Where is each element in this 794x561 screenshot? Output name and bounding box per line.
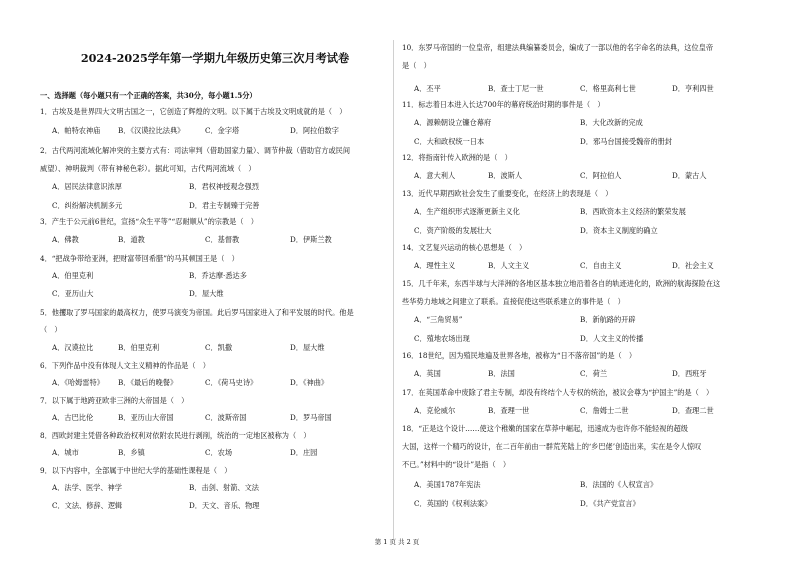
question-14: 14．文艺复兴运动的核心思想是（ ） (402, 243, 527, 252)
q12-option-d: D．蒙古人 (672, 171, 707, 180)
question-4: 4．“把战争带给亚洲，把财富带回希腊”的马其顿国王是（ ） (40, 254, 239, 263)
question-15-line-1: 15．几千年来，东西半球与大洋洲的各地区基本独立地沿着各自的轨迹进化的，欧洲的航海探险在这 (402, 279, 721, 288)
question-16: 16．18世纪，因为殖民地遍及世界各地，被称为“日不落帝国”的是（ ） (402, 351, 637, 360)
q6-option-b: B．《最后的晚餐》 (118, 378, 178, 387)
q7-option-a: A．古巴比伦 (52, 413, 94, 422)
q10-option-b: B．查士丁尼一世 (488, 84, 544, 93)
q9-option-b: B．击剑、射箭、文法 (189, 483, 259, 492)
question-8: 8．西欧封建主凭借各种政治权利对依附农民进行剥削，统治的一定地区被称为（ ） (40, 431, 311, 440)
question-6: 6．下列作品中没有体现人文主义精神的作品是（ ） (40, 361, 210, 370)
q3-option-a: A．佛教 (52, 235, 79, 244)
q15-option-c: C．殖地农场出现 (414, 334, 470, 343)
q16-option-b: B．法国 (488, 369, 515, 378)
question-9: 9．以下内容中，全部属于中世纪大学的基础性课程是（ ） (40, 466, 232, 475)
q2-option-d: D．君主专制臻于完善 (189, 201, 260, 210)
q5-option-d: D．屋大维 (290, 343, 325, 352)
question-13: 13．近代早期西欧社会发生了重要变化，在经济上的表现是（ ） (402, 189, 613, 198)
q16-option-a: A．英国 (414, 369, 441, 378)
q18-option-d: D．《共产党宣言》 (580, 499, 640, 508)
question-11: 11．标志着日本进入长达700年的幕府统治时期的事件是（ ） (402, 100, 605, 109)
q1-option-c: C．金字塔 (205, 126, 240, 135)
q4-option-d: D．屋大维 (189, 289, 224, 298)
q12-option-a: A．意大利人 (414, 171, 456, 180)
question-7: 7．以下属于地跨亚欧非三洲的大帝国是（ ） (40, 396, 189, 405)
section-heading: 一、选择题（每小题只有一个正确的答案，共30分，每小题1.5分） (40, 91, 257, 100)
question-18-line-1: 18．“正是这个设计……使这个稚嫩的国家在草莽中崛起，迅速成为也许你不能轻视的超级 (402, 424, 688, 433)
q17-option-b: B．查理一世 (488, 406, 530, 415)
question-1: 1．古埃及是世界四大文明古国之一，它创造了辉煌的文明。以下属于古埃及文明成就的是（ ） (40, 107, 347, 116)
q9-option-c: C．文法、修辞、逻辑 (52, 501, 123, 510)
q13-option-a: A．生产组织形式逐渐更新主义化 (414, 207, 520, 216)
q1-option-a: A．帕特农神庙 (52, 126, 101, 135)
q13-option-c: C．资产阶级的发展壮大 (414, 226, 492, 235)
q13-option-d: D．资本主义制度的确立 (580, 226, 658, 235)
question-2-line-2: 威望）、神明裁判（带有神秘色彩）。据此可知，古代两河流域（ ） (40, 164, 256, 173)
q8-option-d: D．庄园 (290, 448, 318, 457)
q12-option-c: C．阿拉伯人 (580, 171, 622, 180)
question-10-line-2: 是（ ） (402, 61, 431, 70)
q15-option-a: A．“三角贸易” (414, 315, 463, 324)
q14-option-c: C．自由主义 (580, 261, 622, 270)
q5-option-c: C．凯撒 (205, 343, 233, 352)
question-5-line-1: 5．他攫取了罗马国家的最高权力，使罗马演变为帝国。此后罗马国家进入了和平发展的时代。他是 (40, 308, 354, 317)
question-10-line-1: 10．东罗马帝国的一位皇帝，组建法典编纂委员会，编成了一部以他的名字命名的法典，这位皇帝 (402, 43, 714, 52)
q9-option-d: D．天文、音乐、物理 (189, 501, 260, 510)
q3-option-c: C．基督教 (205, 235, 240, 244)
q7-option-b: B．亚历山大帝国 (118, 413, 174, 422)
q6-option-c: C．《荷马史诗》 (205, 378, 258, 387)
q14-option-d: D．社会主义 (672, 261, 714, 270)
question-5-line-2: （ ） (40, 325, 62, 334)
q10-option-c: C．格里高利七世 (580, 84, 636, 93)
q11-option-b: B．大化改新的完成 (580, 118, 643, 127)
q1-option-b: B．《汉谟拉比法典》 (118, 126, 185, 135)
q11-option-a: A．源赖朝设立镰仓幕府 (414, 118, 492, 127)
q8-option-a: A．城市 (52, 448, 79, 457)
q10-option-a: A．丕平 (414, 84, 441, 93)
q14-option-b: B．人文主义 (488, 261, 530, 270)
question-3: 3．产生于公元前6世纪，宣扬“众生平等”“忍耐顺从”的宗教是（ ） (40, 217, 258, 226)
q4-option-a: A．伯里克利 (52, 271, 94, 280)
question-18-line-2: 大国，这样一个精巧的设计，在二百年前由一群荒芜陆上的‘乡巴佬’创造出来，实在是令人惊叹 (402, 442, 702, 451)
q15-option-d: D．人文主义的传播 (580, 334, 644, 343)
question-12: 12．将指南针传入欧洲的是（ ） (402, 153, 512, 162)
q6-option-a: A．《哈姆雷特》 (52, 378, 104, 387)
q2-option-c: C．纠纷解决机制多元 (52, 201, 123, 210)
q4-option-b: B．乔达摩·悉达多 (189, 271, 247, 280)
q8-option-c: C．农场 (205, 448, 233, 457)
q11-option-c: C．大和政权统一日本 (414, 137, 485, 146)
q2-option-b: B．君权神授观念强烈 (189, 182, 259, 191)
q3-option-d: D．伊斯兰教 (290, 235, 332, 244)
q16-option-c: C．荷兰 (580, 369, 608, 378)
q8-option-b: B．乡镇 (118, 448, 145, 457)
q17-option-d: D．查理二世 (672, 406, 714, 415)
q18-option-c: C．英国的《权利法案》 (414, 499, 492, 508)
q2-option-a: A．居民法律意识浓厚 (52, 182, 122, 191)
q18-option-a: A．美国1787年宪法 (414, 480, 481, 489)
question-2-line-1: 2．古代两河流域化解冲突的主要方式有：司法审判（借助国家力量）、调节仲裁（借助官方或民间 (40, 146, 351, 155)
q5-option-b: B．伯里克利 (118, 343, 160, 352)
question-17: 17．在英国革命中废除了君主专制，却没有终结个人专权的统治，被议会尊为“护国主”的是（ ） (402, 388, 714, 397)
column-divider (393, 40, 394, 540)
q10-option-d: D．亨利四世 (672, 84, 714, 93)
q12-option-b: B．波斯人 (488, 171, 523, 180)
q6-option-d: D．《神曲》 (290, 378, 329, 387)
q9-option-a: A．法学、医学、神学 (52, 483, 122, 492)
q13-option-b: B．西欧资本主义经济的繁荣发展 (580, 207, 686, 216)
q17-option-a: A．克伦威尔 (414, 406, 456, 415)
q15-option-b: B．新航路的开辟 (580, 315, 636, 324)
q1-option-d: D．阿拉伯数字 (290, 126, 339, 135)
q3-option-b: B．道教 (118, 235, 145, 244)
q11-option-d: D．邪马台国接受魏帝的册封 (580, 137, 673, 146)
q4-option-c: C．亚历山大 (52, 289, 94, 298)
q5-option-a: A．汉谟拉比 (52, 343, 94, 352)
page-footer: 第 1 页 共 2 页 (374, 538, 420, 546)
question-18-line-3: 不已。”材料中的“设计”是指（ ） (402, 460, 511, 469)
page-title: 2024-2025学年第一学期九年级历史第三次月考试卷 (80, 51, 350, 65)
q7-option-c: C．波斯帝国 (205, 413, 247, 422)
q7-option-d: D．罗马帝国 (290, 413, 332, 422)
question-15-line-2: 些华势力地域之间建立了联系。直接促使这些联系建立的事件是（ ） (402, 297, 625, 306)
q16-option-d: D．西班牙 (672, 369, 707, 378)
q18-option-b: B．法国的《人权宣言》 (580, 480, 658, 489)
q17-option-c: C．詹姆士二世 (580, 406, 629, 415)
q14-option-a: A．理性主义 (414, 261, 456, 270)
